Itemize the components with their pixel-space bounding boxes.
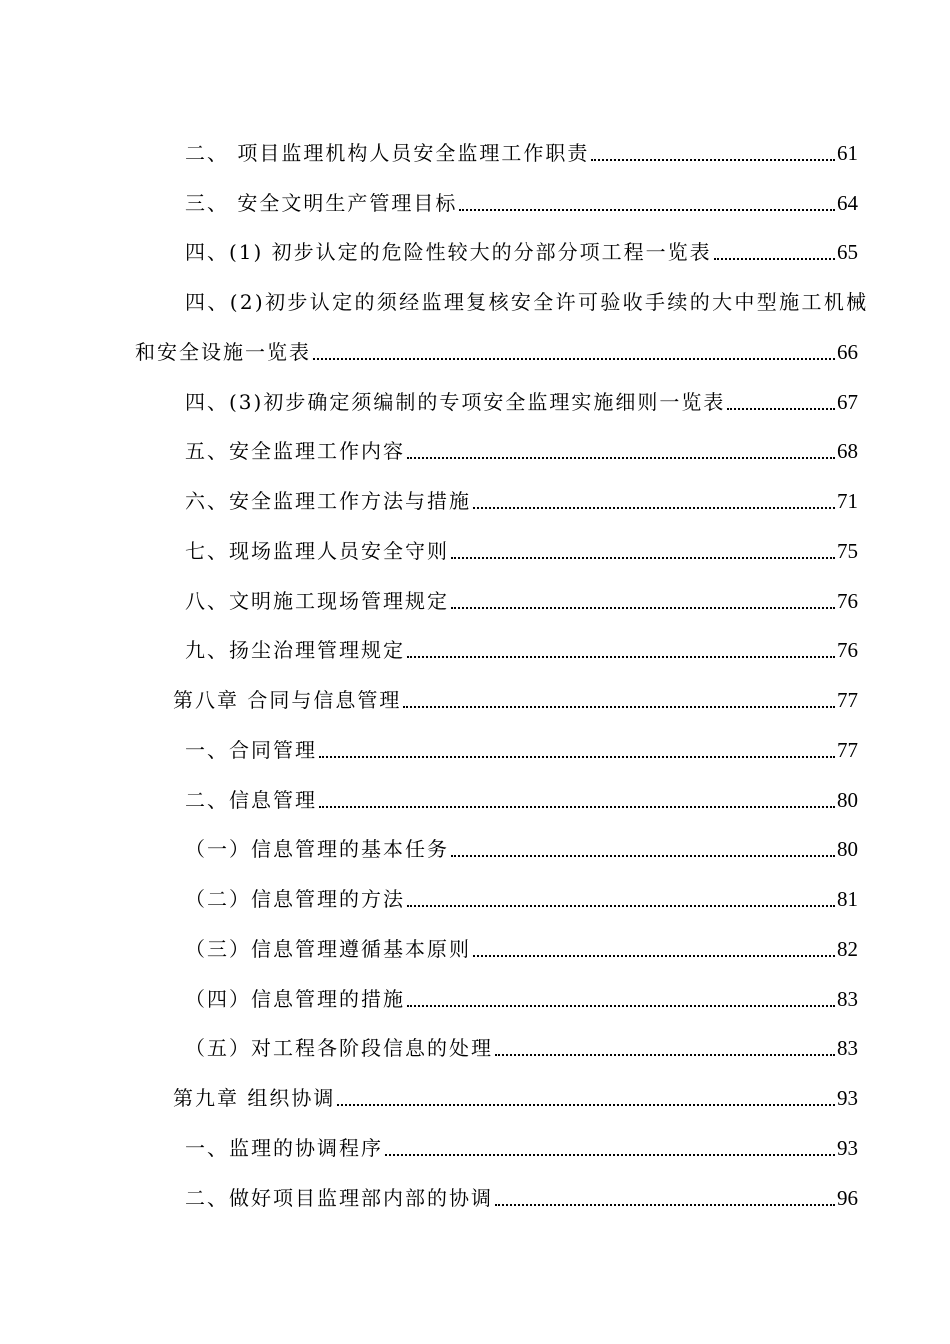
dot-leader (319, 756, 835, 758)
dot-leader (313, 358, 835, 360)
toc-entry-wrapped-first-line[interactable] (185, 285, 869, 315)
dot-leader (337, 1104, 835, 1106)
toc-entry-label: 四、(2)初步认定的须经监理复核安全许可验收手续的大中型施工机械 (185, 290, 869, 314)
toc-entry[interactable] (185, 733, 858, 763)
toc-page-number: 82 (837, 937, 858, 961)
toc-page-number: 83 (837, 987, 858, 1011)
toc-page-number: 66 (837, 340, 858, 364)
toc-entry-label: 第九章 组织协调 (173, 1086, 336, 1110)
toc-entry-label: 二、做好项目监理部内部的协调 (185, 1186, 493, 1210)
toc-entry[interactable] (185, 235, 858, 265)
toc-chapter-entry[interactable] (173, 1081, 858, 1111)
dot-leader (714, 258, 835, 260)
dot-leader (407, 905, 835, 907)
toc-entry-continuation[interactable] (135, 335, 858, 365)
dot-leader (727, 408, 835, 410)
toc-page-number: 83 (837, 1036, 858, 1060)
toc-entry-label: 九、扬尘治理管理规定 (185, 638, 405, 662)
dot-leader (451, 855, 835, 857)
dot-leader (495, 1204, 835, 1206)
toc-entry[interactable] (185, 484, 858, 514)
toc-entry-label: 四、(3)初步确定须编制的专项安全监理实施细则一览表 (185, 390, 726, 414)
toc-page-number: 68 (837, 439, 858, 463)
dot-leader (591, 159, 835, 161)
toc-entry[interactable] (185, 385, 858, 415)
dot-leader (451, 557, 835, 559)
toc-page-number: 67 (837, 390, 858, 414)
toc-page-number: 65 (837, 240, 858, 264)
toc-page-number: 80 (837, 837, 858, 861)
toc-entry[interactable] (185, 932, 858, 962)
toc-page-number: 77 (837, 738, 858, 762)
dot-leader (403, 706, 835, 708)
toc-page-number: 71 (837, 489, 858, 513)
toc-entry-label: 三、 安全文明生产管理目标 (185, 191, 458, 215)
toc-page-number: 96 (837, 1186, 858, 1210)
toc-entry[interactable] (185, 186, 858, 216)
toc-entry-label: 二、信息管理 (185, 788, 317, 812)
dot-leader (319, 806, 835, 808)
toc-entry[interactable] (185, 783, 858, 813)
toc-chapter-entry[interactable] (173, 683, 858, 713)
toc-entry[interactable] (185, 434, 858, 464)
toc-page-number: 93 (837, 1136, 858, 1160)
toc-entry-label: 六、安全监理工作方法与措施 (185, 489, 471, 513)
toc-page-number: 75 (837, 539, 858, 563)
toc-entry-label: （二）信息管理的方法 (185, 887, 405, 911)
toc-entry[interactable] (185, 1031, 858, 1061)
dot-leader (407, 656, 835, 658)
toc-entry-label: 二、 项目监理机构人员安全监理工作职责 (185, 141, 590, 165)
toc-entry[interactable] (185, 584, 858, 614)
toc-entry-label: 和安全设施一览表 (135, 340, 311, 364)
toc-entry[interactable] (185, 1131, 858, 1161)
toc-entry[interactable] (185, 136, 858, 166)
toc-entry-label: （五）对工程各阶段信息的处理 (185, 1036, 493, 1060)
toc-page-number: 64 (837, 191, 858, 215)
toc-page-number: 81 (837, 887, 858, 911)
toc-entry[interactable] (185, 982, 858, 1012)
toc-entry-label: 一、监理的协调程序 (185, 1136, 383, 1160)
dot-leader (451, 607, 835, 609)
toc-entry-label: 五、安全监理工作内容 (185, 439, 405, 463)
toc-entry[interactable] (185, 832, 858, 862)
toc-page-number: 76 (837, 638, 858, 662)
toc-entry[interactable] (185, 633, 858, 663)
dot-leader (407, 1005, 835, 1007)
toc-page-number: 77 (837, 688, 858, 712)
toc-entry-label: （三）信息管理遵循基本原则 (185, 937, 471, 961)
toc-entry-label: 第八章 合同与信息管理 (173, 688, 402, 712)
dot-leader (473, 955, 835, 957)
toc-entry-label: （一）信息管理的基本任务 (185, 837, 449, 861)
toc-entry[interactable] (185, 882, 858, 912)
toc-entry-label: 四、(1) 初步认定的危险性较大的分部分项工程一览表 (185, 240, 712, 264)
toc-entry[interactable] (185, 1181, 858, 1211)
toc-entry-label: 七、现场监理人员安全守则 (185, 539, 449, 563)
toc-entry-label: 八、文明施工现场管理规定 (185, 589, 449, 613)
toc-page-number: 93 (837, 1086, 858, 1110)
toc-entry-label: （四）信息管理的措施 (185, 987, 405, 1011)
toc-page-number: 61 (837, 141, 858, 165)
dot-leader (407, 457, 835, 459)
dot-leader (473, 507, 835, 509)
toc-page-number: 76 (837, 589, 858, 613)
toc-page-number: 80 (837, 788, 858, 812)
toc-entry[interactable] (185, 534, 858, 564)
toc-entry-label: 一、合同管理 (185, 738, 317, 762)
dot-leader (459, 209, 835, 211)
dot-leader (385, 1154, 835, 1156)
dot-leader (495, 1054, 835, 1056)
